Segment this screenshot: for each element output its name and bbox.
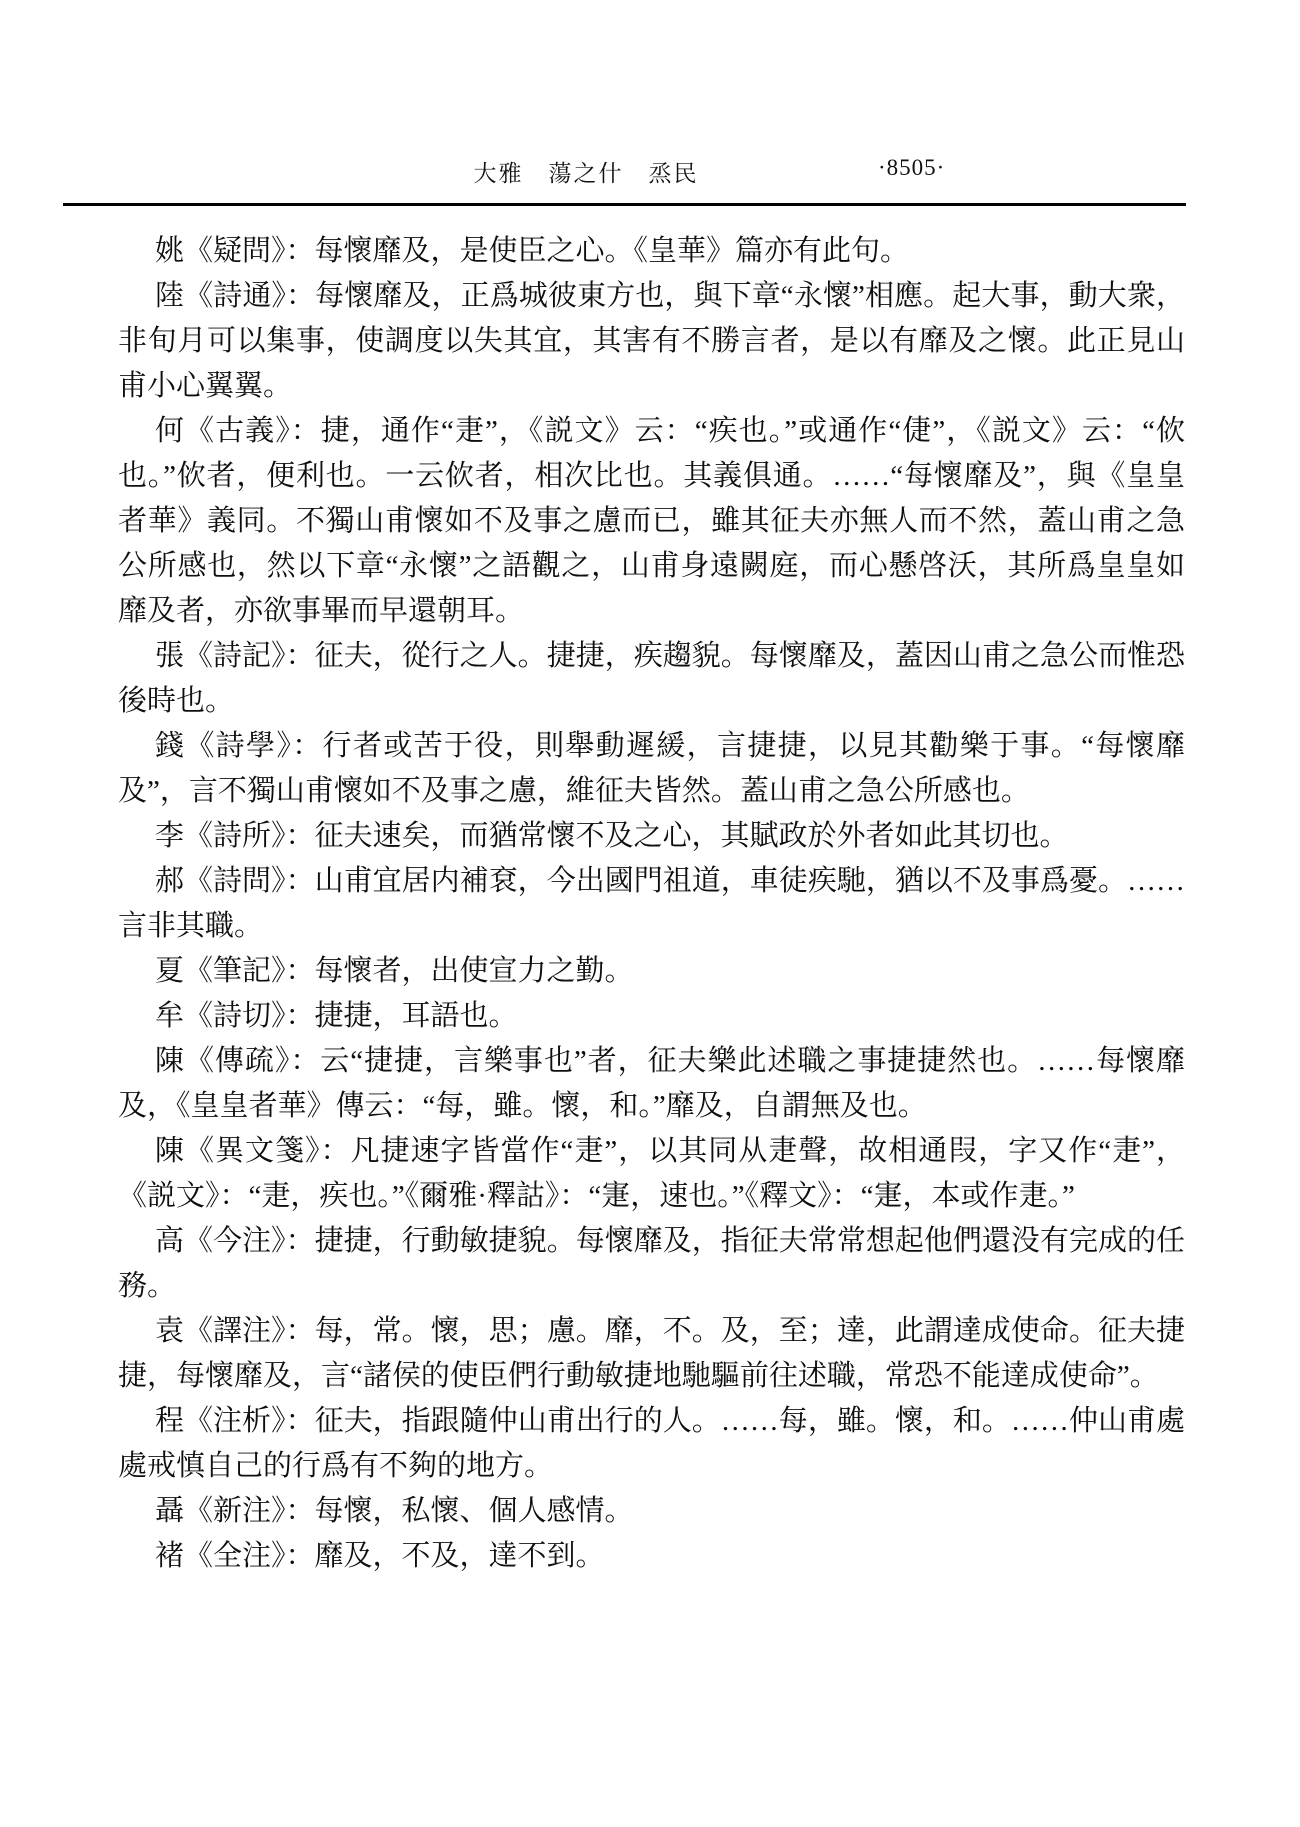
commentary-text bbox=[118, 229, 1185, 1579]
commentary-paragraph: 錢《詩學》：行者或苦于役，則舉動遲緩，言捷捷，以見其勸樂于事。“每懷靡及”，言不獨山甫懷如不及事之慮，維征夫皆然。蓋山甫之急公所感也。 bbox=[118, 730, 1185, 807]
commentary-paragraph: 夏《筆記》：每懷者，出使宣力之勤。 bbox=[155, 955, 634, 987]
commentary-paragraph: 陸《詩通》：每懷靡及，正爲城彼東方也，與下章“永懷”相應。起大事，動大衆，非旬月可以集事，使調度以失其宜，其害有不勝言者，是以有靡及之懷。此正見山甫小心翼翼。 bbox=[118, 280, 1185, 402]
commentary-paragraph: 姚《疑問》：每懷靡及，是使臣之心。《皇華》篇亦有此句。 bbox=[155, 235, 910, 267]
commentary-paragraph: 牟《詩切》：捷捷，耳語也。 bbox=[155, 1000, 518, 1032]
page-number: ·8505· bbox=[878, 155, 946, 180]
commentary-paragraph: 張《詩記》：征夫，從行之人。捷捷，疾趨貌。每懷靡及，蓋因山甫之急公而惟恐後時也。 bbox=[118, 640, 1185, 717]
header-divider bbox=[63, 203, 1186, 206]
commentary-paragraph: 陳《傳疏》：云“捷捷，言樂事也”者，征夫樂此述職之事捷捷然也。……每懷靡及，《皇皇者華》傳云：“每，雖。懷，和。”靡及，自謂無及也。 bbox=[118, 1045, 1185, 1122]
commentary-paragraph: 高《今注》：捷捷，行動敏捷貌。每懷靡及，指征夫常常想起他們還没有完成的任務。 bbox=[118, 1225, 1185, 1302]
running-head-title: 大雅 蕩之什 烝民 bbox=[473, 161, 699, 186]
commentary-paragraph: 郝《詩問》：山甫宜居内補袞，今出國門祖道，車徒疾馳，猶以不及事爲憂。……言非其職。 bbox=[118, 865, 1185, 942]
commentary-paragraph: 袁《譯注》：每，常。懷，思；慮。靡，不。及，至；達，此謂達成使命。征夫捷捷，每懷靡及，言“諸侯的使臣們行動敏捷地馳驅前往述職，常恐不能達成使命”。 bbox=[118, 1315, 1185, 1392]
commentary-paragraph: 陳《異文箋》：凡捷速字皆當作“疌”，以其同从疌聲，故相通叚，字又作“疌”，《説文》：“疌，疾也。”《爾雅·釋詁》：“寁，速也。”《釋文》：“寁，本或作疌。” bbox=[118, 1135, 1185, 1212]
commentary-paragraph: 李《詩所》：征夫速矣，而猶常懷不及之心，其賦政於外者如此其切也。 bbox=[155, 820, 1069, 852]
commentary-paragraph: 褚《全注》：靡及，不及，達不到。 bbox=[155, 1540, 605, 1572]
commentary-paragraph: 何《古義》：捷，通作“疌”，《説文》云：“疾也。”或通作“倢”，《説文》云：“佽也。”佽者，便利也。一云佽者，相次比也。其義俱通。……“每懷靡及”，與《皇皇者華》義同。不獨山甫懷如不及事之慮而已，雖其征夫亦無人而不然，蓋山甫之急公所感也，然以下章“永懷”之語觀之，山甫身遠闕庭，而心懸啓沃，其所爲皇皇如靡及者，亦欲事畢而早還朝耳。 bbox=[118, 415, 1185, 627]
commentary-paragraph: 程《注析》：征夫，指跟隨仲山甫出行的人。……每，雖。懷，和。……仲山甫處處戒慎自己的行爲有不夠的地方。 bbox=[118, 1405, 1185, 1482]
commentary-paragraph: 聶《新注》：每懷，私懷、個人感情。 bbox=[155, 1495, 634, 1527]
